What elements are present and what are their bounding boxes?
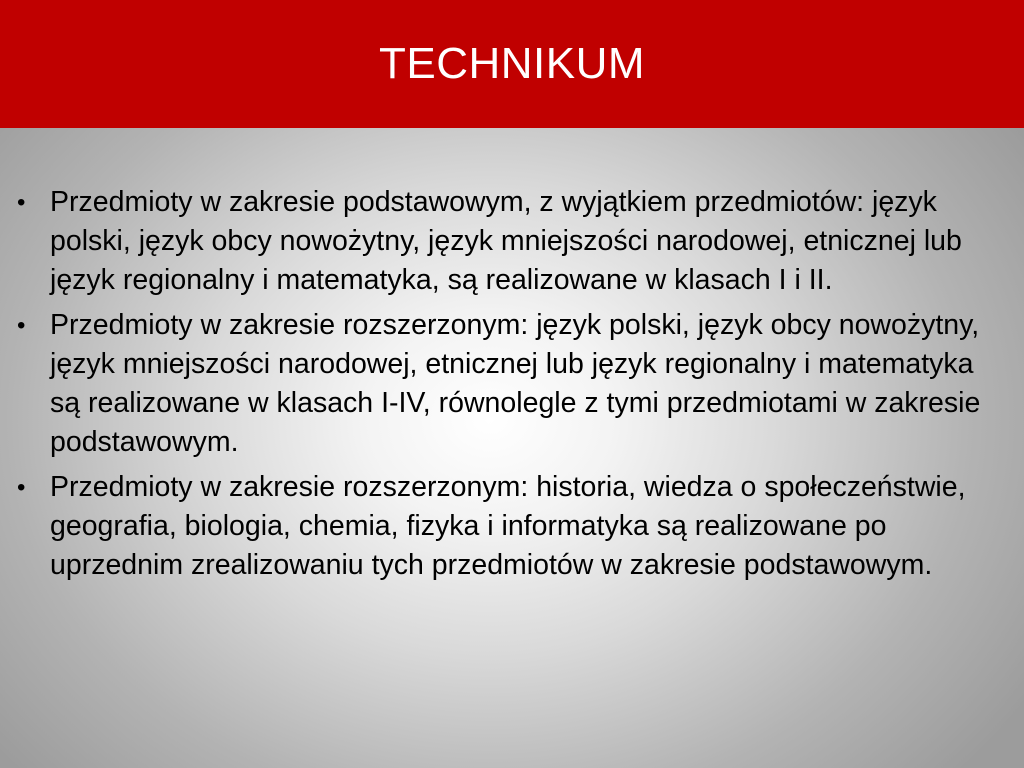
bullet-list bbox=[0, 183, 1024, 585]
bullet-text: Przedmioty w zakresie podstawowym, z wyjątkiem przedmiotów: język polski, język obcy nowożytny, język mniejszości narodowej, etnicznej lub język regionalny i matematyka, są realizowane w klasach I i II. bbox=[50, 186, 962, 296]
bullet-item bbox=[0, 183, 1024, 300]
bullet-item bbox=[0, 468, 1024, 585]
slide-title: TECHNIKUM bbox=[378, 39, 646, 88]
bullet-item bbox=[0, 306, 1024, 462]
bullet-text: Przedmioty w zakresie rozszerzonym: historia, wiedza o społeczeństwie, geografia, biologia, chemia, fizyka i informatyka są realizowane po uprzednim zrealizowaniu tych przedmiotów w zakresie podstawowym. bbox=[50, 471, 966, 581]
bullet-dot-icon: • bbox=[17, 189, 26, 216]
slide-content bbox=[0, 183, 1024, 591]
bullet-dot-icon: • bbox=[17, 474, 26, 501]
bullet-text: Przedmioty w zakresie rozszerzonym: język polski, język obcy nowożytny, język mniejszości narodowej, etnicznej lub język regionalny i matematyka są realizowane w klasach I-IV, równolegle z tymi przedmiotami w zakresie podstawowym. bbox=[50, 309, 981, 458]
title-bar bbox=[0, 0, 1024, 128]
bullet-dot-icon: • bbox=[17, 312, 26, 339]
